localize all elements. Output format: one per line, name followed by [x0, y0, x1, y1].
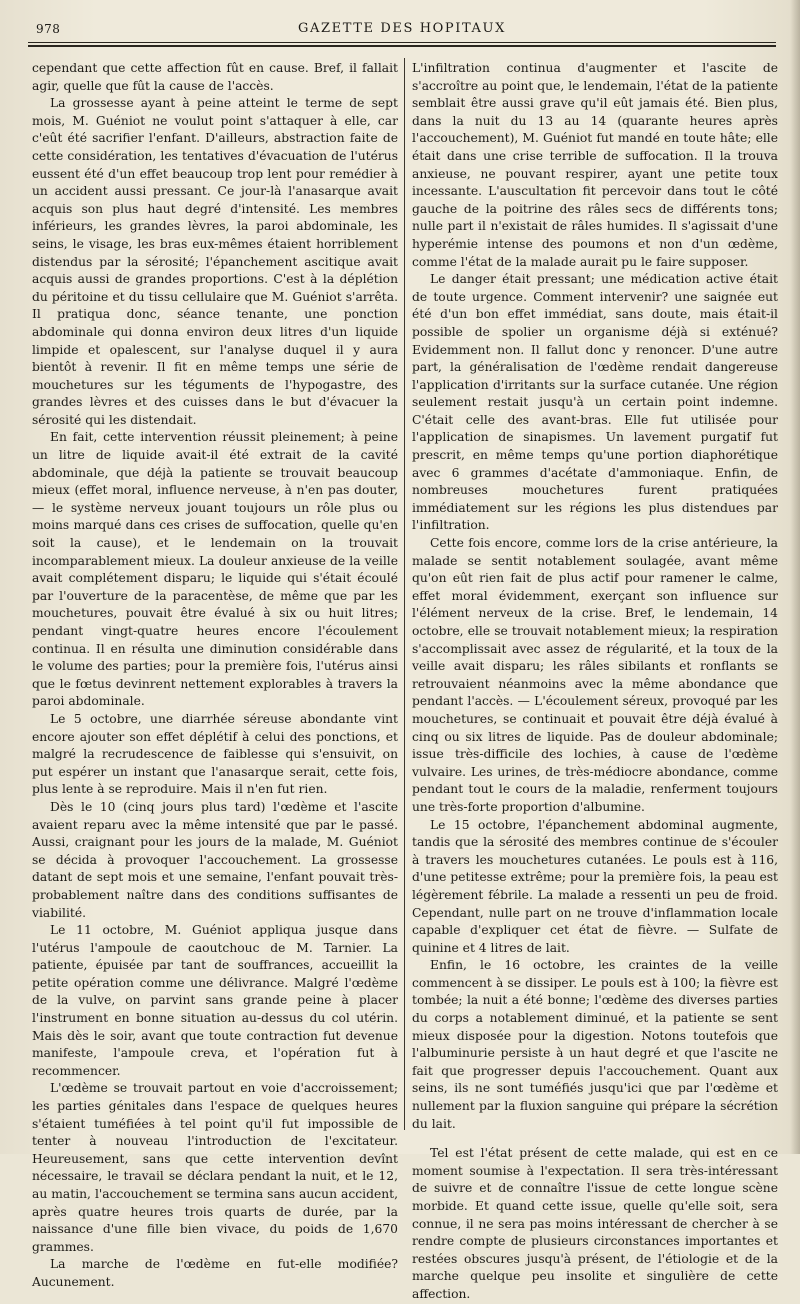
header-rule	[28, 42, 776, 43]
journal-title: GAZETTE DES HOPITAUX	[298, 21, 506, 36]
paragraph: Tel est l'état présent de cette malade, qui est en ce moment soumise à l'expectation. Il sera très-intéressant de suivre et de connaître l'issue de cette longue scène morbide. Et quand cette issue, quelle qu'elle soit, sera connue, il ne sera pas moins intéressant de chercher à se rendre compte de plusieurs circonstances importantes et restées obscures jusqu'à présent, de l'étiologie et de la marche quelque peu insolite et singulière de cette affection.	[412, 1146, 778, 1301]
column-divider	[404, 58, 405, 1130]
page-number: 978	[36, 22, 61, 36]
paragraph: Le danger était pressant; une médication active était de toute urgence. Comment intervenir? une saignée eut été d'un bon effet immédiat, sans doute, mais était-il possible de spolier un organisme déjà si exténué? Evidemment non. Il fallut donc y renoncer. D'une autre part, la généralisation de l'œdème rendait dangereuse l'application d'irritants sur la surface cutanée. Une région seulement restait jusqu'à un certain point indemne. C'était celle des avant-bras. Elle fut utilisée pour l'application de sinapismes. Un lavement purgatif fut prescrit, en même temps qu'une portion diaphorétique avec 6 grammes d'acétate d'ammoniaque. Enfin, de nombreuses mouchetures furent pratiquées immédiatement sur les régions les plus distendues par l'infiltration.	[412, 272, 778, 533]
paragraph: L'infiltration continua d'augmenter et l'ascite de s'accroître au point que, le lendemain, l'état de la patiente semblait être aussi grave qu'il eût jamais été. Bien plus, dans la nuit du 13 au 14 (quarante heures après l'accouchement), M. Guéniot fut mandé en toute hâte; elle était dans une crise terrible de suffocation. Il la trouva anxieuse, ne pouvant respirer, ayant une petite toux incessante. L'auscultation fit percevoir dans tout le côté gauche de la poitrine des râles secs de différents tons; nulle part il n'existait de râles humides. Il s'agissait d'une hyperémie intense des poumons et non d'un œdème, comme l'état de la malade aurait pu le faire supposer.	[412, 61, 778, 269]
paragraph: Dès le 10 (cinq jours plus tard) l'œdème et l'ascite avaient reparu avec la même intensité que par le passé. Aussi, craignant pour les jours de la malade, M. Guéniot se décida à provoquer l'accouchement. La grossesse datant de sept mois et une semaine, l'enfant pouvait très-probablement naître dans des conditions suffisantes de viabilité.	[32, 799, 398, 920]
paragraph: Cette fois encore, comme lors de la crise antérieure, la malade se sentit notablement soulagée, avant même qu'on eût rien fait de plus actif pour ramener le calme, effet moral évidemment, exerçant son influence sur l'élément nerveux de la crise. Bref, le lendemain, 14 octobre, elle se trouvait notablement mieux; la respiration s'accomplissait avec assez de régularité, et la toux de la veille avait disparu; les râles sibilants et ronflants se retrouvaient néanmoins avec la même abondance que pendant l'accès. — L'écoulement séreux, provoqué par les mouchetures, se continuait et pouvait être déjà évalué à cinq ou six litres de liquide. Pas de douleur abdominale; issue très-difficile des lochies, à cause de l'œdème vulvaire. Les urines, de très-médiocre abondance, comme pendant tout le cours de la maladie, renferment toujours une très-forte proportion d'albumine.	[412, 536, 778, 814]
left-column	[32, 60, 398, 1289]
paragraph: Enfin, le 16 octobre, les craintes de la veille commencent à se dissiper. Le pouls est à 100; la fièvre est tombée; la nuit a été bonne; l'œdème des diverses parties du corps a notablement diminué, et la patiente se sent mieux disposée pour la digestion. Notons toutefois que l'albuminurie persiste à un haut degré et que l'ascite ne fait que progresser depuis l'accouchement. Quant aux seins, ils ne sont tuméfiés jusqu'ici que par l'œdème et nullement par la fluxion sanguine qui prépare la sécrétion du lait.	[412, 958, 778, 1131]
paragraph: Le 5 octobre, une diarrhée séreuse abondante vint encore ajouter son effet déplétif à celui des ponctions, et malgré la recrudescence de faiblesse qui s'ensuivit, on put espérer un instant que l'anasarque serait, cette fois, plus lente à se reproduire. Mais il n'en fut rien.	[32, 711, 398, 797]
page-header	[26, 18, 778, 44]
page-edge-shadow	[790, 0, 800, 1154]
paragraph: Le 11 octobre, M. Guéniot appliqua jusque dans l'utérus l'ampoule de caoutchouc de M. Tarnier. La patiente, épuisée par tant de souffrances, accueillit la petite opération comme une délivrance. Malgré l'œdème de la vulve, on parvint sans grande peine à placer l'instrument en bonne situation au-dessus du col utérin. Mais dès le soir, avant que toute contraction fut devenue manifeste, l'ampoule creva, et l'opération fut à recommencer.	[32, 923, 398, 1078]
paragraph: La grossesse ayant à peine atteint le terme de sept mois, M. Guéniot ne voulut point s'attaquer à elle, car c'eût été sacrifier l'enfant. D'ailleurs, abstraction faite de cette considération, les tentatives d'évacuation de l'utérus eussent été d'un effet beaucoup trop lent pour remédier à un accident aussi pressant. Ce jour-là l'anasarque avait acquis son plus haut degré d'intensité. Les membres inférieurs, les grandes lèvres, la paroi abdominale, les seins, le visage, les bras eux-mêmes étaient horriblement distendus par la sérosité; l'épanchement ascitique avait acquis aussi de grandes proportions. C'est à la déplétion du péritoine et du tissu cellulaire que M. Guéniot s'arrêta. Il pratiqua donc, séance tenante, une ponction abdominale qui donna environ deux litres d'un liquide limpide et opalescent, sur l'analyse duquel il y aura bientôt à revenir. Il fit en même temps une série de mouchetures sur les téguments de l'hypogastre, des grandes lèvres et des cuisses dans le but d'évacuer la sérosité qui les distendait.	[32, 96, 398, 427]
paragraph: L'œdème se trouvait partout en voie d'accroissement; les parties génitales dans l'espace de quelques heures s'étaient tuméfiées à tel point qu'il fut impossible de tenter à nouveau l'introduction de l'excitateur. Heureusement, sans que cette intervention devînt nécessaire, le travail se déclara pendant la nuit, et le 12, au matin, l'accouchement se termina sans aucun accident, après quatre heures trois quarts de durée, par la naissance d'une fille bien vivace, du poids de 1,670 grammes.	[32, 1081, 398, 1254]
paragraph: Le 15 octobre, l'épanchement abdominal augmente, tandis que la sérosité des membres continue de s'écouler à travers les mouchetures cutanées. Le pouls est à 116, d'une petitesse extrême; pour la première fois, la peau est légèrement fébrile. La malade a ressenti un peu de froid. Cependant, nulle part on ne trouve d'inflammation locale capable d'expliquer cet état de fièvre. — Sulfate de quinine et 4 litres de lait.	[412, 817, 778, 955]
paragraph: cependant que cette affection fût en cause. Bref, il fallait agir, quelle que fût la cause de l'accès.	[32, 61, 398, 93]
header-double-rule	[28, 45, 776, 47]
paragraph: La marche de l'œdème en fut-elle modifiée? Aucunement.	[32, 1257, 398, 1289]
paragraph: En fait, cette intervention réussit pleinement; à peine un litre de liquide avait-il été extrait de la cavité abdominale, que déjà la patiente se trouvait beaucoup mieux (effet moral, influence nerveuse, à n'en pas douter, — le système nerveux jouant toujours un rôle plus ou moins marqué dans ces crises de suffocation, quelle qu'en soit la cause), et le lendemain on la trouvait incomparablement mieux. La douleur anxieuse de la veille avait complétement disparu; le liquide qui s'était écoulé par l'ouverture de la paracentèse, de même que par les mouchetures, pouvait être évalué à six ou huit litres; pendant vingt-quatre heures encore l'écoulement continua. Il en résulta une diminution considérable dans le volume des parties; pour la première fois, l'utérus ainsi que le fœtus devinrent nettement explorables à travers la paroi abdominale.	[32, 430, 398, 709]
right-column	[412, 60, 778, 1301]
